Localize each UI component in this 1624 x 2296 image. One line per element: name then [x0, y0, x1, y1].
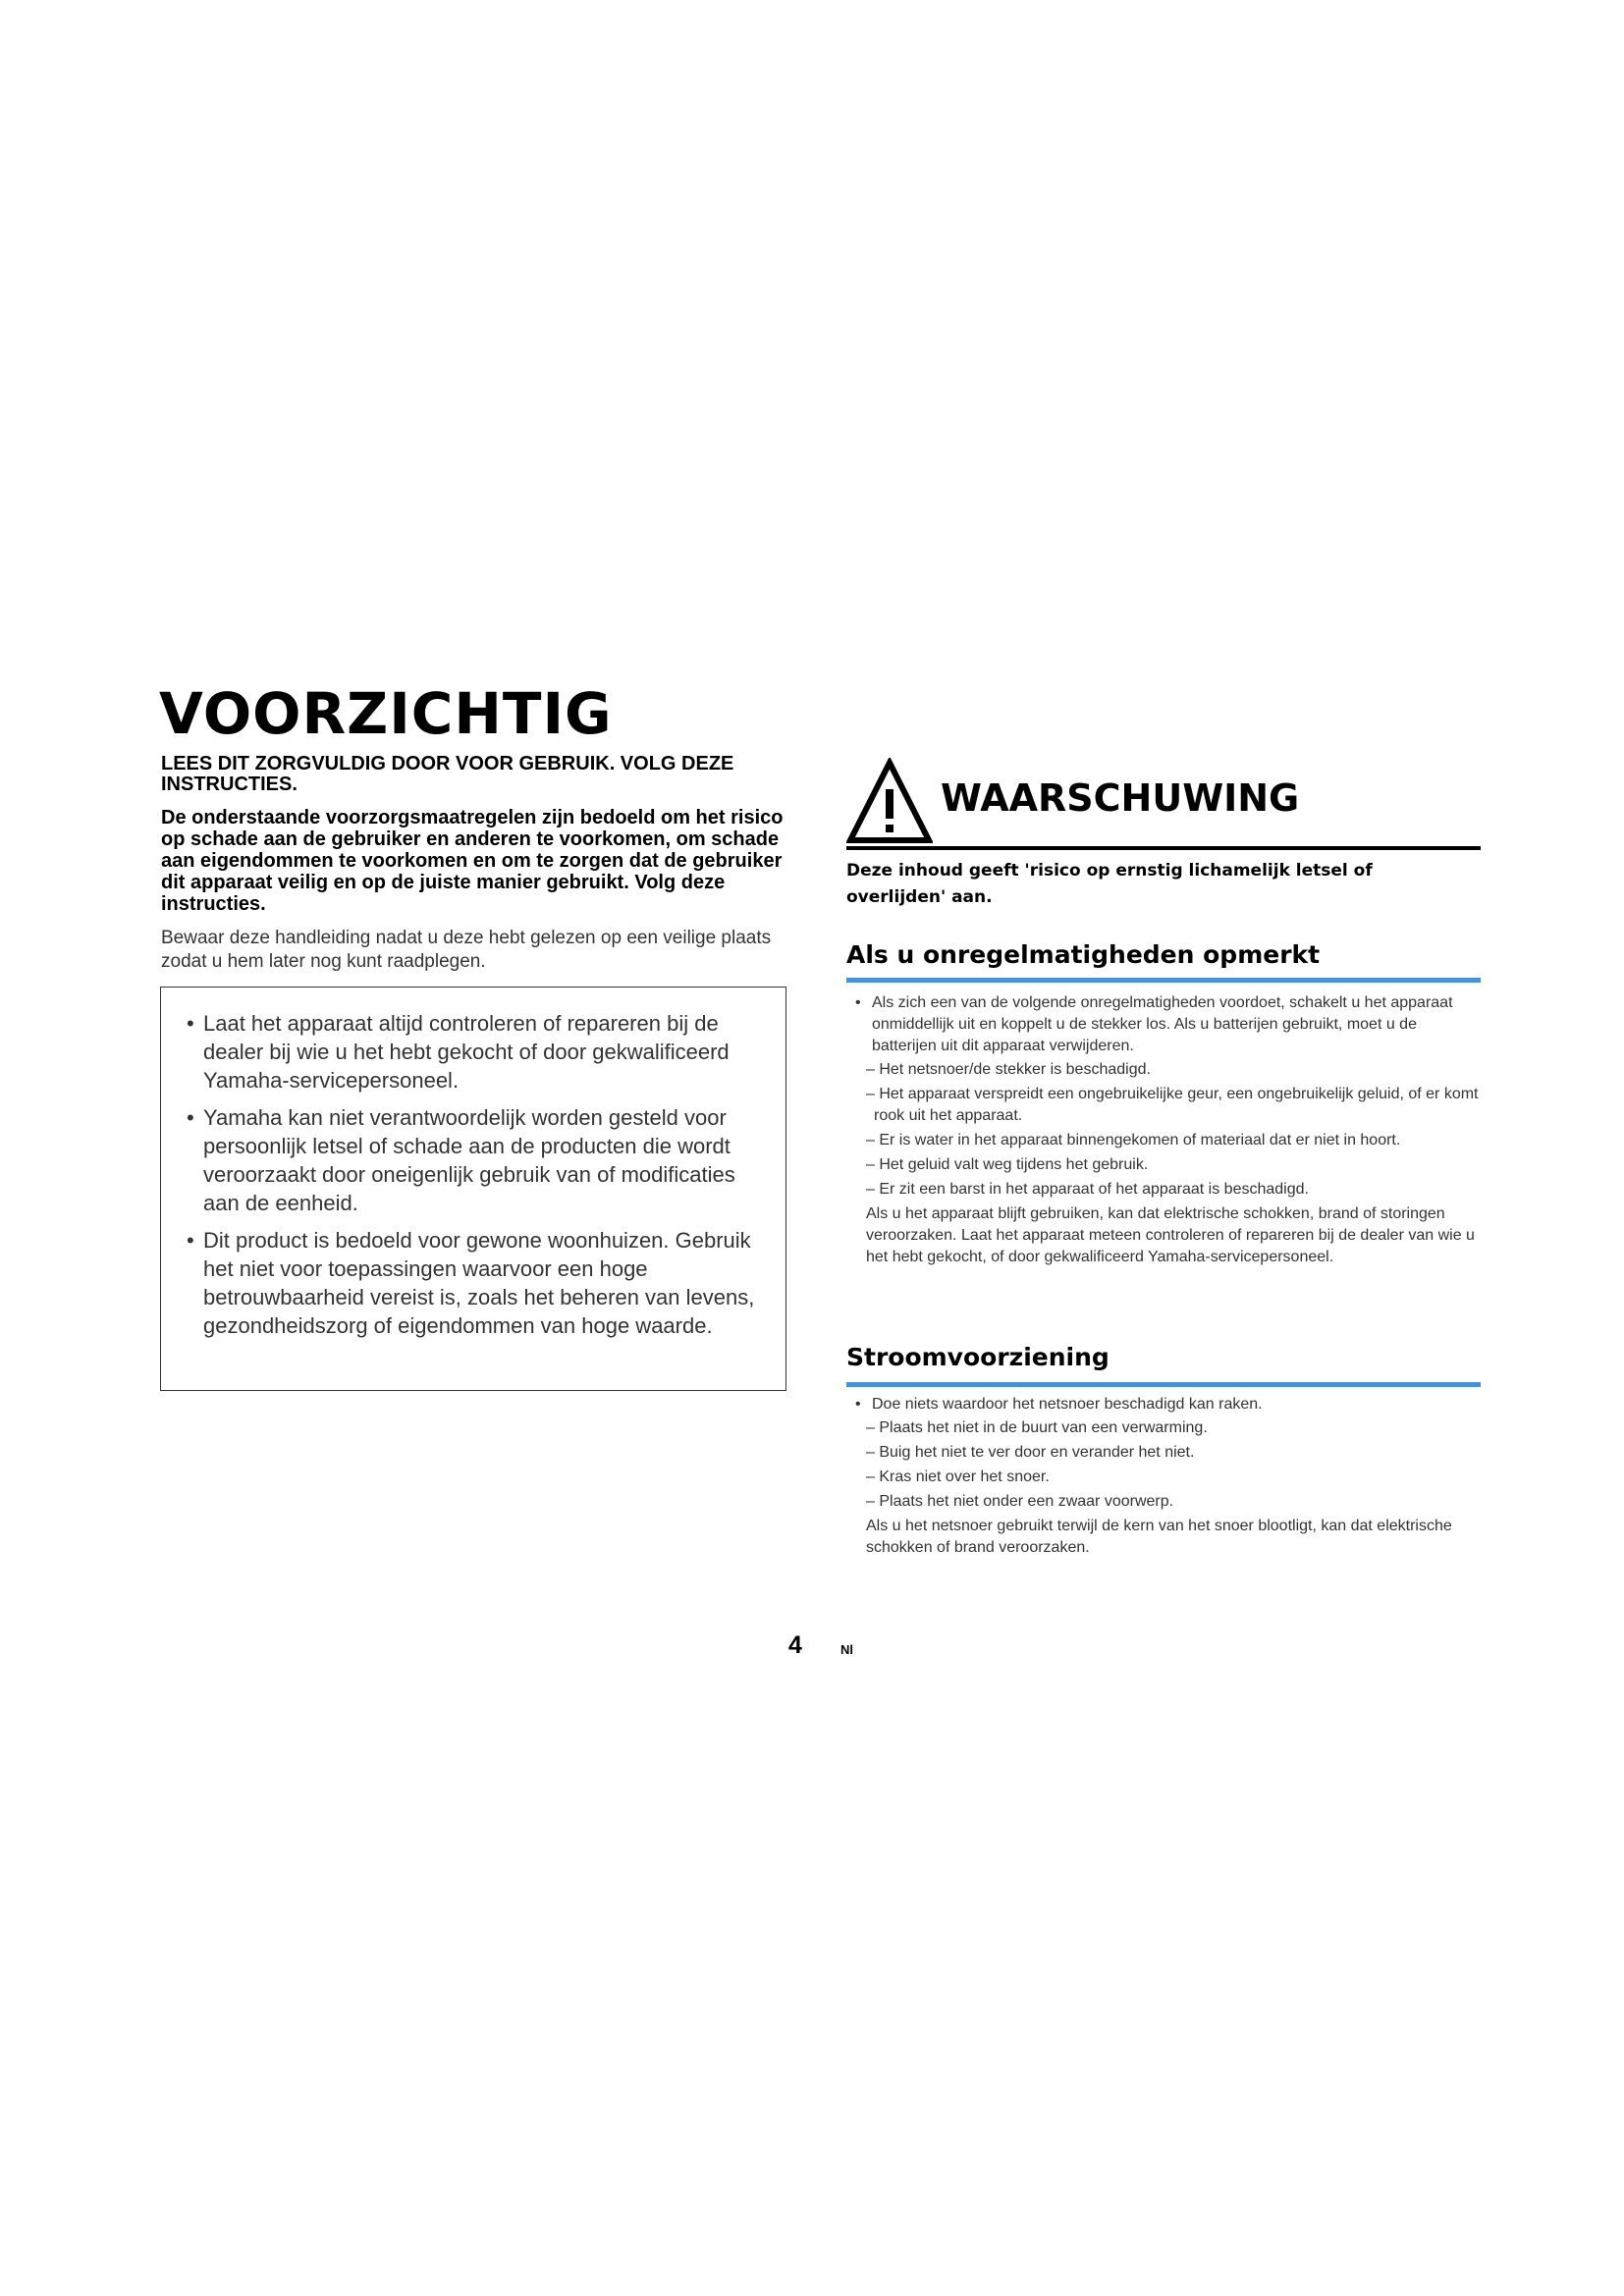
sub-item: – Het apparaat verspreidt een ongebruikelijke geur, een ongebruikelijk geluid, of er komt rook uit het apparaat.	[866, 1086, 1479, 1124]
list-item: • Yamaha kan niet verantwoordelijk worden gesteld voor persoonlijk letsel of schade aan de producten die wordt veroorzaakt door oneigenlijk gebruik van of modificaties aan de eenheid.	[187, 1105, 735, 1215]
irregularities-rule	[846, 978, 1481, 983]
sub-item: – Het geluid valt weg tijdens het gebruik.	[866, 1156, 1149, 1173]
bullet-icon: •	[187, 1105, 194, 1130]
page-number: 4	[788, 1631, 802, 1659]
warning-description: Deze inhoud geeft 'risico op ernstig lichamelijk letsel of overlijden' aan.	[846, 861, 1373, 907]
warning-title: WAARSCHUWING	[941, 776, 1300, 820]
sub-item: – Er is water in het apparaat binnengekomen of materiaal dat er niet in hoort.	[866, 1132, 1401, 1148]
service-notice-list	[181, 1009, 760, 1349]
caution-title: VOORZICHTIG	[159, 680, 613, 747]
list-item: • Dit product is bedoeld voor gewone woonhuizen. Gebruik het niet voor toepassingen waarvoor een hoge betrouwbaarheid vereist is, zoals het beheren van levens, gezondheidszorg of eigendommen van hoge waarde.	[187, 1228, 755, 1338]
sub-item: – Plaats het niet in de buurt van een verwarming.	[866, 1419, 1208, 1436]
power-supply-followup: Als u het netsnoer gebruikt terwijl de kern van het snoer blootligt, kan dat elektrische schokken of brand veroorzaken.	[866, 1518, 1452, 1556]
bullet-icon: •	[855, 1396, 861, 1413]
irregularities-content	[850, 992, 1485, 1268]
warning-header	[846, 758, 1481, 848]
warning-divider	[846, 846, 1481, 850]
power-supply-content	[850, 1394, 1485, 1559]
bullet-icon: •	[855, 994, 861, 1011]
sub-item: – Het netsnoer/de stekker is beschadigd.	[866, 1061, 1151, 1078]
bullet-icon: •	[187, 1228, 194, 1253]
service-notice-box	[160, 987, 786, 1391]
bullet-icon: •	[187, 1011, 194, 1036]
list-item: • Als zich een van de volgende onregelmatigheden voordoet, schakelt u het apparaat onmiddellijk uit en koppelt u de stekker los. Als u batterijen gebruikt, moet u de batterijen uit dit apparaat verwijderen.	[855, 994, 1453, 1054]
keep-manual-note: Bewaar deze handleiding nadat u deze hebt gelezen op een veilige plaats zodat u hem later nog kunt raadplegen.	[161, 928, 772, 972]
list-item: • Laat het apparaat altijd controleren of repareren bij de dealer bij wie u het hebt gekocht of door gekwalificeerd Yamaha-servicepersoneel.	[187, 1011, 730, 1093]
irregularities-followup: Als u het apparaat blijft gebruiken, kan dat elektrische schokken, brand of storingen veroorzaken. Laat het apparaat meteen controleren of repareren bij de dealer van wie u het hebt gekocht, of door gekwalificeerd Yamaha-servicepersoneel.	[866, 1205, 1475, 1265]
precautions-intro: De onderstaande voorzorgsmaatregelen zijn bedoeld om het risico op schade aan de gebruiker en anderen te voorkomen, om schade aan eigendommen te voorkomen en om te zorgen dat de gebruiker dit apparaat veilig en op de juiste manier gebruikt. Volg deze instructies.	[161, 807, 784, 915]
warning-triangle-icon	[846, 758, 933, 844]
page-language: Nl	[840, 1642, 853, 1657]
power-supply-heading: Stroomvoorziening	[846, 1343, 1110, 1371]
sub-item: – Kras niet over het snoer.	[866, 1468, 1050, 1485]
list-item: • Doe niets waardoor het netsnoer beschadigd kan raken.	[850, 1394, 1485, 1415]
sub-item: – Er zit een barst in het apparaat of het apparaat is beschadigd.	[866, 1181, 1309, 1198]
sub-item: – Buig het niet te ver door en verander het niet.	[866, 1444, 1195, 1461]
power-supply-rule	[846, 1382, 1481, 1387]
irregularities-heading: Als u onregelmatigheden opmerkt	[846, 940, 1321, 969]
read-carefully-heading: LEES DIT ZORGVULDIG DOOR VOOR GEBRUIK. VOLG DEZE INSTRUCTIES.	[161, 753, 734, 795]
sub-item: – Plaats het niet onder een zwaar voorwerp.	[866, 1493, 1174, 1510]
